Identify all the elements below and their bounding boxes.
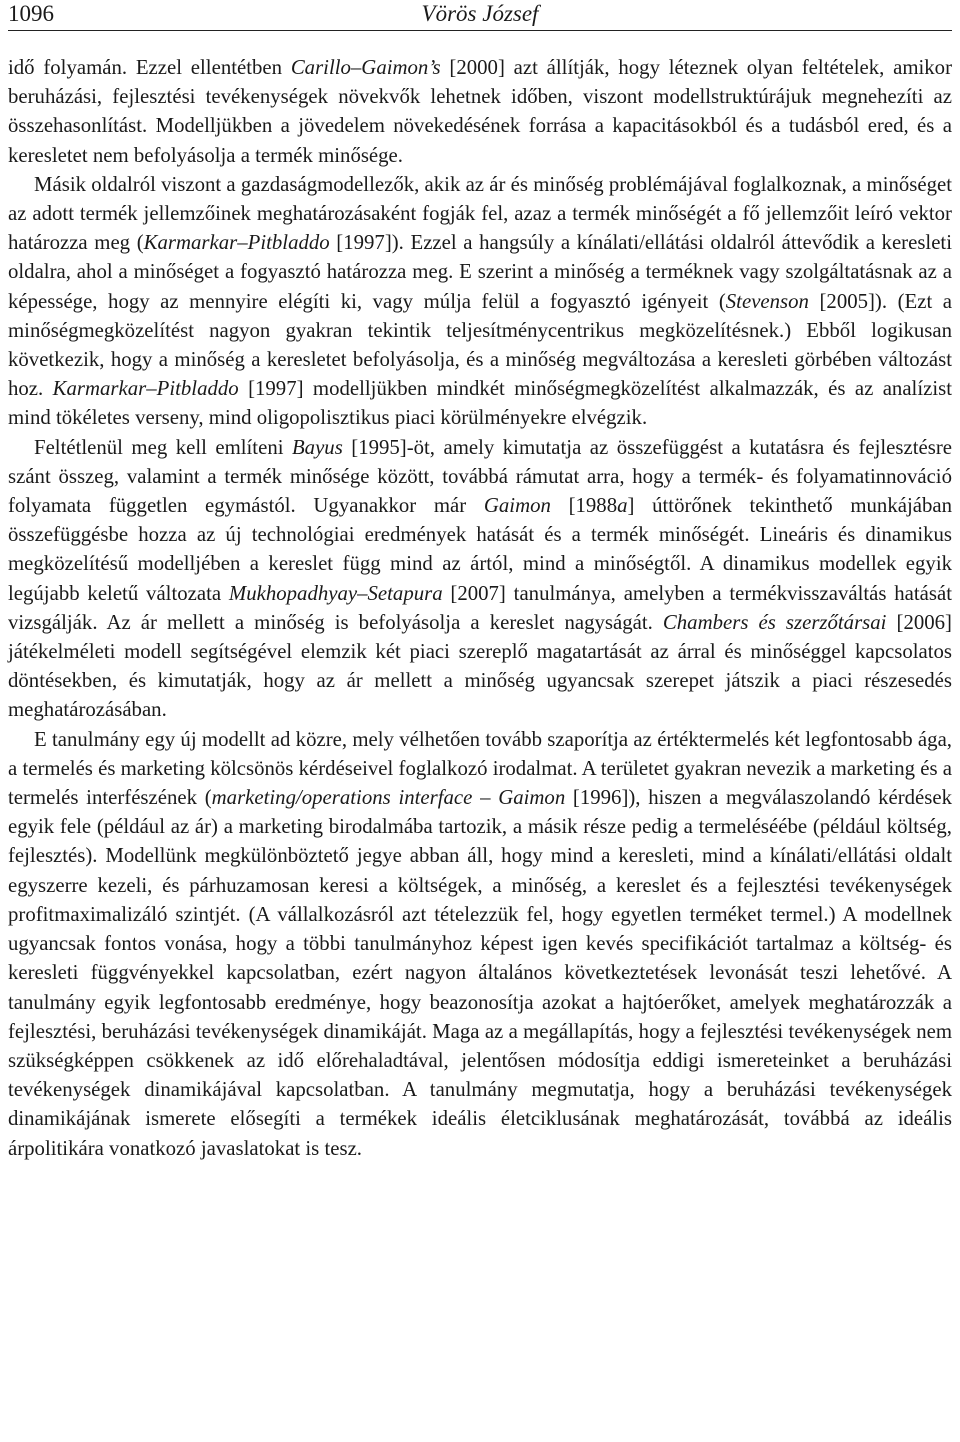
text-run: [1988: [550, 494, 618, 518]
text-run: [2007] tanulmánya, amelyben a termékvisszaváltás hatását vizsgálják. Az ár mellett a minőség is befolyásolja a kereslet nagyságát.: [8, 581, 952, 634]
text-run: Feltétlenül meg kell említeni: [34, 435, 292, 459]
body-paragraph: [8, 725, 952, 1163]
italic-citation: Gaimon: [498, 786, 566, 810]
italic-citation: a: [617, 494, 628, 518]
italic-citation: Karmarkar–Pitbladdo: [52, 377, 239, 401]
text-run: E tanulmány egy új modellt ad közre, mely vélhetően tovább szaporítja az értéktermelés két legfontosabb ága, a termelés és marketing kölcsönös kérdéseivel foglalkozó irodalmat. A területet gyakran nevezik a marketing és a termelés interfészének (: [8, 727, 952, 810]
italic-citation: marketing/operations interface: [211, 786, 473, 810]
italic-citation: Gaimon: [483, 494, 551, 518]
text-run: [2005]). (Ezt a minőségmegközelítést nagyon gyakran tekintik teljesítménycentrikus megközelítésnek.) Ebből logikusan következik, hogy a minőség a keresletet befolyásolja, és a minőség megváltozása a keresleti görbében változást hoz.: [8, 289, 952, 401]
italic-citation: Bayus: [291, 435, 343, 459]
text-run: [1996]), hiszen a megválaszolandó kérdések egyik fele (például az ár) a marketing birodalmába tartozik, a másik része pedig a termeléséébe (például költség, fejlesztés). Modellünk megkülönböztető jegye abban áll, hogy mind a keresleti, mind a kínálati/ellátási oldalt egyszerre kezeli, és párhuzamosan keresi a költségek, a minőség, a kereslet és a fejlesztési tevékenységek profitmaximalizáló szintjét. (A vállalkozásról azt tételezzük fel, hogy egyetlen terméket termel.) A modellnek ugyancsak fontos vonása, hogy a többi tanulmányhoz képest igen kevés specifikációt tartalmaz a költség- és keresleti függvényekkel kapcsolatban, ezért nagyon általános következtetések levonását teszi lehetővé. A tanulmány egyik legfontosabb eredménye, hogy beazonosítja azokat a hajtóerőket, amelyek meghatározzák a fejlesztési, beruházási tevékenységek dinamikáját. Maga az a megállapítás, hogy a fejlesztési tevékenységek nem szükségképpen csökkenek az idő előrehaladtával, jelentősen módosítja eddigi ismereteinket a beruházási tevékenységek dinamikájával kapcsolatban. A tanulmány megmutatja, hogy a beruházási tevékenységek dinamikájának ismerete elősegíti a termékek ideális életciklusának meghatározását, továbbá az ideális árpolitikára vonatkozó javaslatokat is tesz.: [8, 786, 953, 1160]
italic-citation: Stevenson: [725, 289, 809, 313]
page-number: 1096: [8, 1, 54, 26]
text-run: [2006] játékelméleti modell segítségével elemzik két piaci szereplő magatartását az árral és minőséggel kapcsolatos döntésekben, és kimutatják, hogy az ár mellett a minőség ugyancsak szerepet játszik a piaci részesedés meghatározásában.: [8, 610, 952, 722]
italic-citation: Mukhopadhyay–Setapura: [228, 581, 443, 605]
italic-citation: Karmarkar–Pitbladdo: [143, 231, 330, 255]
body-paragraph: [8, 53, 952, 170]
text-run: [1997]). Ezzel a hangsúly a kínálati/ellátási oldalról áttevődik a keresleti oldalra, ahol a minőséget a fogyasztó határozza meg. E szerint a minőség a terméknek vagy szolgáltatásnak az a képessége, hogy az mennyire elégíti ki, vagy múlja felül a fogyasztó igényeit (: [8, 231, 952, 313]
text-run: [1997] modelljükben mindkét minőségmegközelítést alkalmazzák, és az analízist mind tökéletes verseny, mind oligopolisztikus piaci körülményekre elvégzik.: [8, 377, 952, 430]
text-run: Másik oldalról viszont a gazdaságmodellezők, akik az ár és minőség problémájával foglalkoznak, a minőséget az adott termék jellemzőinek meghatározásaként fogják fel, azaz a termék minőségét a fő jellemzőit leíró vektor határozza meg (: [8, 172, 952, 255]
text-run: [2000] azt állítják, hogy léteznek olyan feltételek, amikor beruházási, fejlesztési tevékenységek növekvők lehetnek időben, viszont modellstruktúrájuk megnehezíti az összehasonlítást. Modelljükben a jövedelem növekedésének forrása a kapacitásokból és a tudásból ered, és a keresletet nem befolyásolja a termék minősége.: [8, 56, 952, 167]
italic-citation: Chambers és szerzőtársai: [662, 610, 887, 634]
running-title: Vörös József: [421, 1, 539, 26]
italic-citation: Carillo–Gaimon’s: [290, 56, 441, 79]
body-paragraph: [8, 170, 952, 433]
page-header: [8, 0, 952, 31]
text-run: ] úttörőnek tekinthető munkájában összefüggésbe hozza az új technológiai eredmények hatását és a termék minőségét. Lineáris és dinamikus megközelítésű modelljében a kereslet függ mind az ártól, mind a minőségtől. A dinamikus modellek egyik legújabb keletű változata: [8, 494, 952, 605]
journal-page: [8, 0, 953, 1160]
text-run: idő folyamán. Ezzel ellentétben: [8, 56, 291, 79]
text-run: –: [472, 786, 499, 810]
article-body: [8, 53, 952, 1163]
body-paragraph: [8, 433, 952, 725]
text-run: [1995]-öt, amely kimutatja az összefüggést a kutatásra és fejlesztésre szánt összeg, valamint a termék minősége között, továbbá rámutat arra, hogy a termék- és folyamatinnováció folyamata független egymástól. Ugyanakkor már: [8, 435, 952, 518]
